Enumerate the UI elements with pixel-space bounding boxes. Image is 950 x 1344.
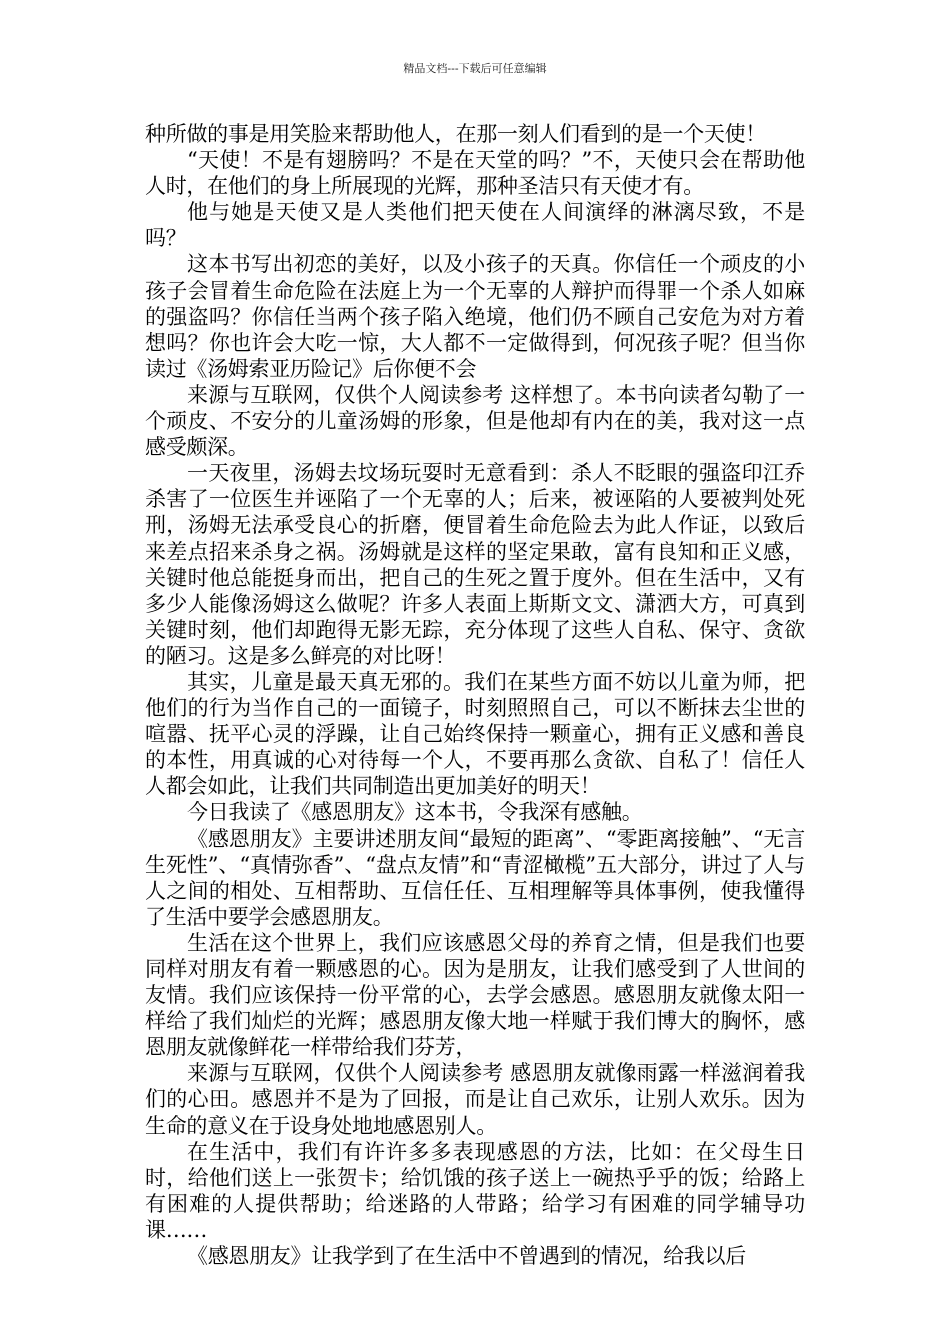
- paragraph: 《感恩朋友》让我学到了在生活中不曾遇到的情况，给我以后: [187, 1244, 746, 1269]
- paragraph: 他与她是天使又是人类他们把天使在人间演绎的淋漓尽致，不是吗？: [145, 200, 805, 251]
- paragraph: 来源与互联网，仅供个人阅读参考 感恩朋友就像雨露一样滋润着我们的心田。感恩并不是为了回报，而是让自己欢乐，让别人欢乐。因为生命的意义在于设身处地地感恩别人。: [145, 1061, 805, 1138]
- paragraph: 来源与互联网，仅供个人阅读参考 这样想了。本书向读者勾勒了一个顽皮、不安分的儿童汤姆的形象，但是他却有内在的美，我对这一点感受颇深。: [145, 382, 805, 460]
- paragraph: 《感恩朋友》主要讲述朋友间“最短的距离”、“零距离接触”、“无言生死性”、“真情弥香”、“盘点友情”和“青涩橄榄”五大部分，讲过了人与人之间的相处、互相帮助、互信任任、互相理解等具体事例，使我懂得了生活中要学会感恩朋友。: [145, 826, 805, 929]
- page-header: 精品文档---下载后可任意编辑: [403, 62, 547, 75]
- paragraph: 在生活中，我们有许许多多表现感恩的方法，比如：在父母生日时，给他们送上一张贺卡；给饥饿的孩子送上一碗热乎乎的饭；给路上有困难的人提供帮助；给迷路的人带路；给学习有困难的同学辅导功课……: [145, 1139, 805, 1242]
- paragraph: 种所做的事是用笑脸来帮助他人，在那一刻人们看到的是一个天使！: [145, 122, 766, 146]
- paragraph: “天使！不是有翅膀吗？不是在天堂的吗？”不，天使只会在帮助他人时，在他们的身上所展现的光辉，那种圣洁只有天使才有。: [145, 148, 805, 199]
- paragraph: 这本书写出初恋的美好，以及小孩子的天真。你信任一个顽皮的小孩子会冒着生命危险在法庭上为一个无辜的人辩护而得罪一个杀人如麻的强盗吗？你信任当两个孩子陷入绝境，他们仍不顾自己安危为对方着想吗？你也许会大吃一惊，大人都不一定做得到，何况孩子呢？但当你读过《汤姆索亚历险记》后你便不会: [145, 252, 805, 381]
- paragraph: 今日我读了《感恩朋友》这本书，令我深有感触。: [187, 800, 643, 825]
- paragraph: 其实，儿童是最天真无邪的。我们在某些方面不妨以儿童为师，把他们的行为当作自己的一面镜子，时刻照照自己，可以不断抹去尘世的喧嚣、抚平心灵的浮躁，让自己始终保持一颗童心，拥有正义感和善良的本性，用真诚的心对待每一个人，不要再那么贪欲、自私了！信任人人都会如此，让我们共同制造出更加美好的明天！: [145, 669, 805, 799]
- document-body: [145, 121, 805, 1269]
- paragraph: 一天夜里，汤姆去坟场玩耍时无意看到：杀人不眨眼的强盗印江乔杀害了一位医生并诬陷了一个无辜的人；后来，被诬陷的人要被判处死刑，汤姆无法承受良心的折磨，便冒着生命危险去为此人作证，以致后来差点招来杀身之祸。汤姆就是这样的坚定果敢，富有良知和正义感，关键时他总能挺身而出，把自己的生死之置于度外。但在生活中，又有多少人能像汤姆这么做呢？许多人表面上斯斯文文、潇洒大方，可真到关键时刻，他们却跑得无影无踪，充分体现了这些人自私、保守、贪欲的陋习。这是多么鲜亮的对比呀！: [145, 461, 805, 668]
- paragraph: 生活在这个世界上，我们应该感恩父母的养育之情，但是我们也要同样对朋友有着一颗感恩的心。因为是朋友，让我们感受到了人世间的友情。我们应该保持一份平常的心，去学会感恩。感恩朋友就像太阳一样给了我们灿烂的光辉；感恩朋友像大地一样赋于我们博大的胸怀，感恩朋友就像鲜花一样带给我们芬芳，: [145, 930, 805, 1060]
